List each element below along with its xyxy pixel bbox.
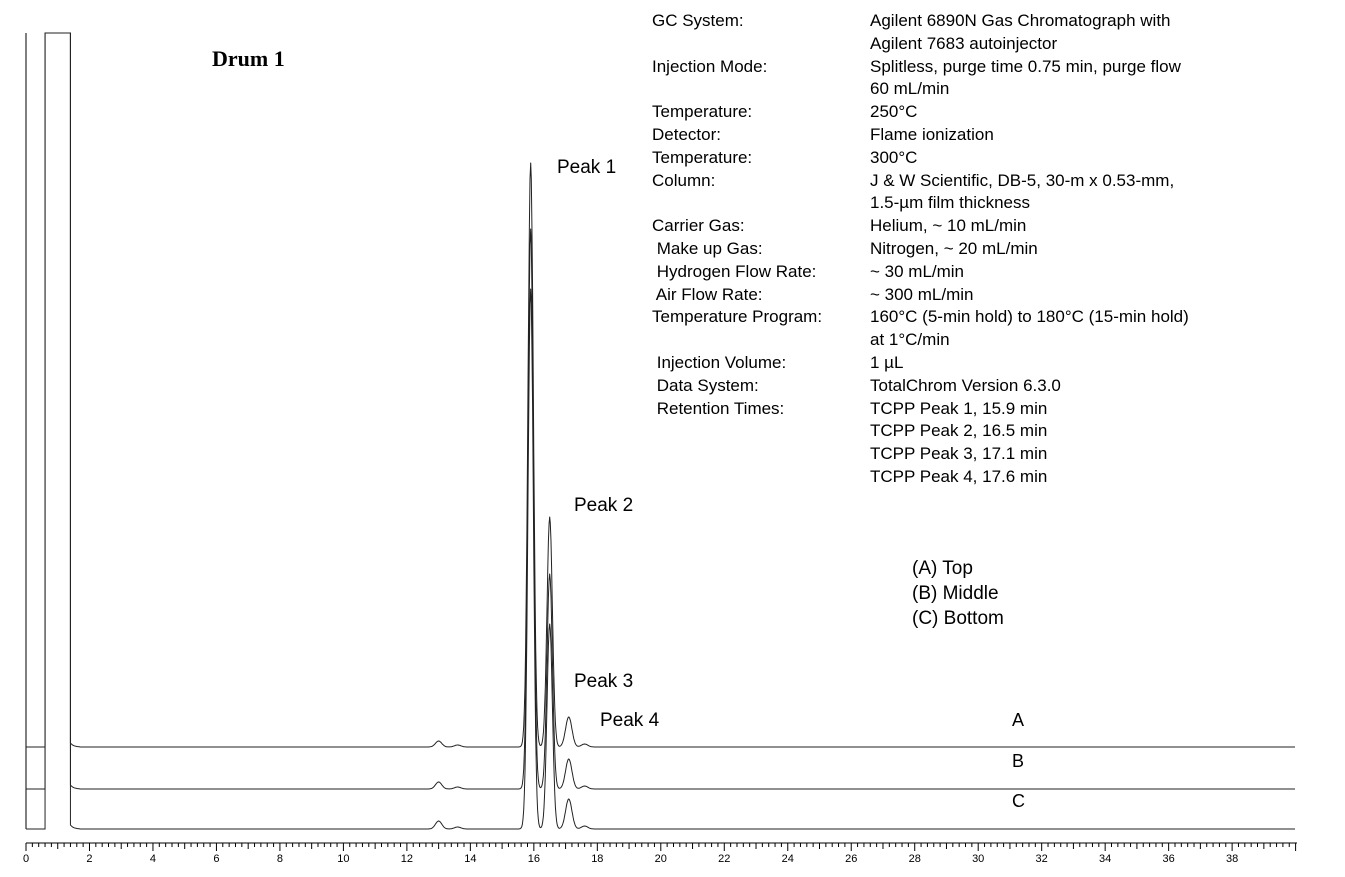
- legend-item-c: (C) Bottom: [912, 608, 1004, 629]
- condition-value-line: TCPP Peak 2, 16.5 min: [870, 421, 1048, 441]
- condition-value: [870, 170, 1174, 216]
- condition-value: [870, 261, 964, 284]
- x-tick-label: 20: [654, 853, 667, 865]
- condition-label: Detector:: [652, 124, 721, 144]
- peak-apex-a: [530, 163, 531, 164]
- peak-apex-b: [457, 787, 458, 788]
- chart-title: Drum 1: [212, 46, 285, 71]
- condition-value: [870, 124, 994, 147]
- condition-row: [652, 147, 1189, 170]
- peak-apex-b: [584, 786, 585, 787]
- x-tick-label: 18: [591, 853, 604, 865]
- legend-item-b: (B) Middle: [912, 583, 999, 604]
- condition-label: GC System:: [652, 11, 744, 30]
- x-tick-label: 32: [1035, 853, 1048, 865]
- trace-label-b: B: [1012, 751, 1025, 771]
- x-tick-label: 2: [86, 853, 93, 865]
- peak-apex-a: [457, 745, 458, 746]
- condition-label: Temperature:: [652, 102, 753, 122]
- peak-apex-c: [549, 624, 550, 625]
- condition-value-line: 60 mL/min: [870, 79, 950, 99]
- condition-value-line: TCPP Peak 3, 17.1 min: [870, 444, 1048, 464]
- condition-label: Injection Mode:: [652, 56, 768, 76]
- condition-value-line: Helium, ~ 10 mL/min: [870, 216, 1027, 236]
- x-tick-label: 28: [908, 853, 921, 865]
- trace-label-a: A: [1012, 710, 1025, 730]
- peak-apex-a: [584, 744, 585, 745]
- condition-value-line: TCPP Peak 1, 15.9 min: [870, 398, 1048, 418]
- x-tick-label: 0: [22, 853, 30, 865]
- peak-apex-a: [549, 517, 550, 518]
- condition-row: [652, 170, 1189, 216]
- peak-3-label: Peak 3: [574, 671, 634, 692]
- x-tick-label: 10: [337, 853, 350, 865]
- x-tick-label: 36: [1162, 853, 1175, 865]
- peak-apex-c: [568, 799, 569, 800]
- condition-value: [870, 306, 1189, 352]
- condition-value: [870, 398, 1047, 489]
- x-tick-label: 30: [972, 853, 985, 865]
- condition-value: [870, 238, 1038, 261]
- condition-row: [652, 238, 1189, 261]
- condition-value-line: ~ 300 mL/min: [870, 284, 974, 304]
- condition-row: [652, 398, 1189, 489]
- condition-row: [652, 101, 1189, 124]
- condition-label: Temperature:: [652, 147, 753, 167]
- condition-value-line: 1.5-µm film thickness: [870, 193, 1030, 213]
- condition-label: Carrier Gas:: [652, 216, 745, 236]
- condition-value: [870, 101, 917, 124]
- x-tick-label: 8: [276, 853, 283, 865]
- x-tick-label: 14: [464, 853, 477, 865]
- peak-apex-b: [530, 229, 531, 230]
- peak-2-label: Peak 2: [574, 495, 634, 516]
- condition-value-line: 300°C: [870, 147, 918, 167]
- condition-label: Hydrogen Flow Rate:: [652, 261, 817, 281]
- x-tick-label: 16: [527, 853, 540, 865]
- instrument-conditions: [652, 10, 1189, 489]
- condition-row: [652, 56, 1189, 102]
- condition-value-line: 1 µL: [870, 352, 904, 372]
- condition-row: [652, 261, 1189, 284]
- condition-label: Make up Gas:: [652, 238, 763, 258]
- condition-value-line: Agilent 7683 autoinjector: [870, 33, 1058, 53]
- condition-row: [652, 10, 1189, 56]
- condition-label: Retention Times:: [652, 398, 785, 418]
- condition-value: [870, 147, 917, 170]
- condition-value: [870, 352, 903, 375]
- condition-label: Injection Volume:: [652, 352, 787, 372]
- peak-apex-b: [438, 782, 439, 783]
- condition-value: [870, 284, 973, 307]
- condition-label: Air Flow Rate:: [652, 284, 763, 304]
- condition-row: [652, 124, 1189, 147]
- condition-row: [652, 284, 1189, 307]
- x-tick-label: 6: [213, 853, 220, 865]
- condition-value: [870, 375, 1061, 398]
- condition-value: [870, 56, 1181, 102]
- x-tick-label: 38: [1225, 853, 1239, 865]
- peak-apex-b: [568, 759, 569, 760]
- condition-value-line: TotalChrom Version 6.3.0: [870, 375, 1061, 395]
- peak-4-label: Peak 4: [600, 710, 660, 731]
- condition-label: Column:: [652, 170, 716, 190]
- peak-apex-c: [584, 826, 585, 827]
- peak-apex-a: [568, 717, 569, 718]
- condition-value-line: Agilent 6890N Gas Chromatograph with: [870, 11, 1171, 30]
- condition-value: [870, 10, 1171, 56]
- x-tick-label: 24: [781, 853, 794, 865]
- condition-row: [652, 375, 1189, 398]
- peak-apex-c: [438, 821, 439, 822]
- condition-value-line: at 1°C/min: [870, 330, 950, 350]
- condition-row: [652, 215, 1189, 238]
- condition-value-line: Nitrogen, ~ 20 mL/min: [870, 238, 1038, 258]
- condition-row: [652, 352, 1189, 375]
- legend: [912, 556, 1004, 631]
- condition-value: [870, 215, 1026, 238]
- peak-apex-c: [457, 827, 458, 828]
- peak-1-label: Peak 1: [557, 157, 617, 178]
- condition-value-line: ~ 30 mL/min: [870, 261, 965, 281]
- condition-value-line: 160°C (5-min hold) to 180°C (15-min hold): [870, 307, 1189, 327]
- x-tick-label: 12: [400, 853, 414, 865]
- condition-value-line: 250°C: [870, 102, 918, 122]
- peak-apex-b: [549, 574, 550, 575]
- x-tick-label: 26: [845, 853, 858, 865]
- peak-apex-c: [530, 289, 531, 290]
- condition-label: Data System:: [652, 375, 759, 395]
- x-tick-label: 34: [1099, 853, 1112, 865]
- trace-label-c: C: [1012, 791, 1025, 811]
- x-tick-label: 4: [149, 853, 157, 865]
- legend-item-a: (A) Top: [912, 558, 973, 579]
- condition-value-line: TCPP Peak 4, 17.6 min: [870, 466, 1048, 486]
- condition-value-line: Flame ionization: [870, 124, 994, 144]
- peak-apex-a: [438, 741, 439, 742]
- condition-value-line: J & W Scientific, DB-5, 30-m x 0.53-mm,: [870, 170, 1175, 190]
- condition-value-line: Splitless, purge time 0.75 min, purge flow: [870, 56, 1181, 76]
- x-tick-label: 22: [718, 853, 731, 865]
- condition-row: [652, 306, 1189, 352]
- condition-label: Temperature Program:: [652, 307, 823, 327]
